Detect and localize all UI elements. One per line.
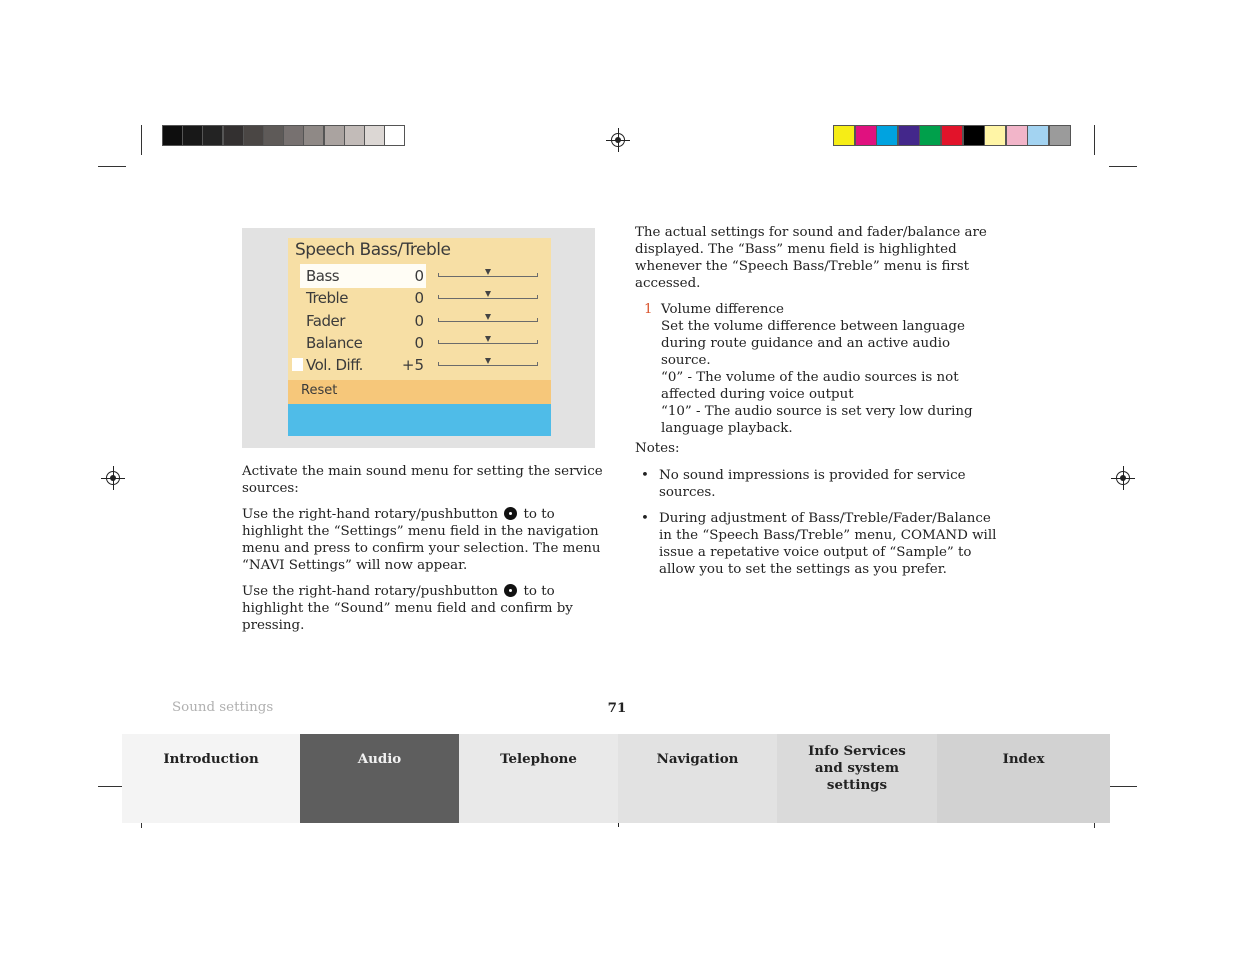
- gray-swatch: [243, 125, 264, 146]
- gray-swatch: [303, 125, 324, 146]
- tab-telephone[interactable]: [459, 734, 618, 823]
- step-text: Use the right-hand rotary/pushbutton: [242, 507, 499, 522]
- row-label: Fader: [306, 312, 345, 330]
- item-ten-note: “10” - The audio source is set very low during language playback.: [661, 404, 973, 436]
- rotary-pushbutton-icon: [504, 507, 517, 520]
- note-text: No sound impressions is provided for service sources.: [659, 468, 966, 500]
- slider-tick: [537, 318, 538, 322]
- crop-mark: [98, 166, 126, 167]
- rotary-pushbutton-icon: [504, 584, 517, 597]
- callout-number: 1: [644, 302, 653, 317]
- gray-swatch: [202, 125, 223, 146]
- step-paragraph: [242, 506, 604, 574]
- row-value: 0: [414, 289, 424, 307]
- tab-label: Telephone: [500, 751, 577, 767]
- registration-mark-icon: [1116, 471, 1130, 485]
- registration-mark-icon: [106, 471, 120, 485]
- color-swatch: [1049, 125, 1071, 146]
- reset-label: Reset: [301, 383, 338, 398]
- level-slider[interactable]: [438, 298, 538, 299]
- bullet-char: •: [641, 468, 649, 483]
- menu-row-fader[interactable]: [288, 310, 551, 332]
- gray-swatch: [324, 125, 345, 146]
- color-swatch: [1027, 125, 1049, 146]
- level-slider[interactable]: [438, 365, 538, 366]
- menu-row-bass[interactable]: [288, 265, 551, 287]
- row-label: Balance: [306, 334, 363, 352]
- speech-bass-treble-screen: [288, 238, 551, 436]
- row-value: 0: [414, 267, 424, 285]
- row-label: Bass: [306, 267, 340, 285]
- level-slider[interactable]: [438, 343, 538, 344]
- step-text: Use the right-hand rotary/pushbutton: [242, 584, 499, 599]
- slider-marker-icon: [485, 336, 491, 342]
- gray-swatch: [223, 125, 244, 146]
- tab-label: Info Services and system settings: [808, 743, 906, 793]
- item-text: [661, 301, 1001, 437]
- crop-mark: [1109, 786, 1137, 787]
- level-slider[interactable]: [438, 276, 538, 277]
- slider-tick: [537, 340, 538, 344]
- gray-swatch: [384, 125, 405, 146]
- intro-paragraph: Activate the main sound menu for setting the service sources:: [242, 464, 603, 496]
- step-text: to to highlight the “Settings” menu field in the navigation menu and press to confirm your selection. The menu “NAVI Settings” will now appear.: [242, 507, 601, 573]
- slider-tick: [438, 273, 439, 277]
- color-swatch: [833, 125, 855, 146]
- crop-mark: [1094, 125, 1095, 155]
- slider-tick: [438, 295, 439, 299]
- note-item: [659, 467, 999, 501]
- crop-mark: [1109, 166, 1137, 167]
- item-title: Volume difference: [661, 302, 784, 317]
- step-text: to to highlight the “Sound” menu field and confirm by pressing.: [242, 584, 573, 633]
- gray-swatch: [162, 125, 183, 146]
- menu-row-treble[interactable]: [288, 287, 551, 309]
- page-number: 71: [607, 700, 627, 716]
- color-swatch: [876, 125, 898, 146]
- slider-marker-icon: [485, 291, 491, 297]
- crop-mark: [141, 125, 142, 155]
- item-zero-note: “0” - The volume of the audio sources is not affected during voice output: [661, 370, 959, 402]
- tab-introduction[interactable]: [122, 734, 300, 823]
- intro-text: [635, 224, 995, 292]
- gray-swatch: [263, 125, 284, 146]
- row-value: 0: [414, 334, 424, 352]
- slider-marker-icon: [485, 358, 491, 364]
- selection-indicator: [292, 358, 303, 371]
- gray-swatch: [182, 125, 203, 146]
- intro-paragraph: The actual settings for sound and fader/balance are displayed. The “Bass” menu field is highlighted whenever the “Speech Bass/Treble” menu is first accessed.: [635, 225, 987, 291]
- bullet-icon: [641, 467, 649, 484]
- slider-tick: [537, 295, 538, 299]
- tab-navigation[interactable]: [618, 734, 777, 823]
- row-label: Vol. Diff.: [306, 356, 363, 374]
- menu-row-balance[interactable]: [288, 332, 551, 354]
- tab-label: Navigation: [656, 751, 739, 767]
- tab-info-services[interactable]: [777, 734, 937, 823]
- color-swatch: [855, 125, 877, 146]
- reset-menu-item[interactable]: [288, 380, 551, 404]
- color-swatch: [963, 125, 985, 146]
- tab-label: Index: [1002, 751, 1045, 767]
- gray-swatch: [344, 125, 365, 146]
- notes-heading: [635, 440, 679, 457]
- notes-heading-text: Notes:: [635, 441, 680, 456]
- section-name: Sound settings: [172, 700, 274, 715]
- color-swatch: [984, 125, 1006, 146]
- menu-row-vol-diff[interactable]: [288, 354, 551, 376]
- step-paragraph: [242, 583, 604, 634]
- tab-label: Introduction: [163, 751, 259, 767]
- note-text: During adjustment of Bass/Treble/Fader/Balance in the “Speech Bass/Treble” menu, COMAND will issue a repetative voice output of “Sample” to allow you to set the settings as you prefer.: [659, 511, 997, 577]
- row-value: 0: [414, 312, 424, 330]
- level-slider[interactable]: [438, 321, 538, 322]
- slider-tick: [537, 273, 538, 277]
- registration-mark-icon: [611, 133, 625, 147]
- bullet-icon: [641, 510, 649, 527]
- slider-tick: [438, 318, 439, 322]
- tab-label: Audio: [357, 751, 402, 767]
- tab-audio[interactable]: [300, 734, 459, 823]
- gray-swatch: [283, 125, 304, 146]
- slider-tick: [438, 340, 439, 344]
- color-swatch: [1006, 125, 1028, 146]
- color-swatch: [898, 125, 920, 146]
- gray-swatch: [364, 125, 385, 146]
- row-value: +5: [401, 356, 424, 374]
- slider-marker-icon: [485, 269, 491, 275]
- left-column: [242, 463, 604, 634]
- bullet-char: •: [641, 511, 649, 526]
- screen-title: Speech Bass/Treble: [295, 240, 451, 260]
- item-body: Set the volume difference between language during route guidance and an active audio source.: [661, 319, 965, 368]
- screen-status-bar: [288, 404, 551, 436]
- slider-marker-icon: [485, 314, 491, 320]
- color-swatch: [919, 125, 941, 146]
- note-item: [659, 510, 999, 578]
- item-number: [644, 301, 653, 318]
- slider-tick: [537, 362, 538, 366]
- slider-tick: [438, 362, 439, 366]
- row-label: Treble: [306, 289, 348, 307]
- color-swatch: [941, 125, 963, 146]
- tab-index[interactable]: [937, 734, 1110, 823]
